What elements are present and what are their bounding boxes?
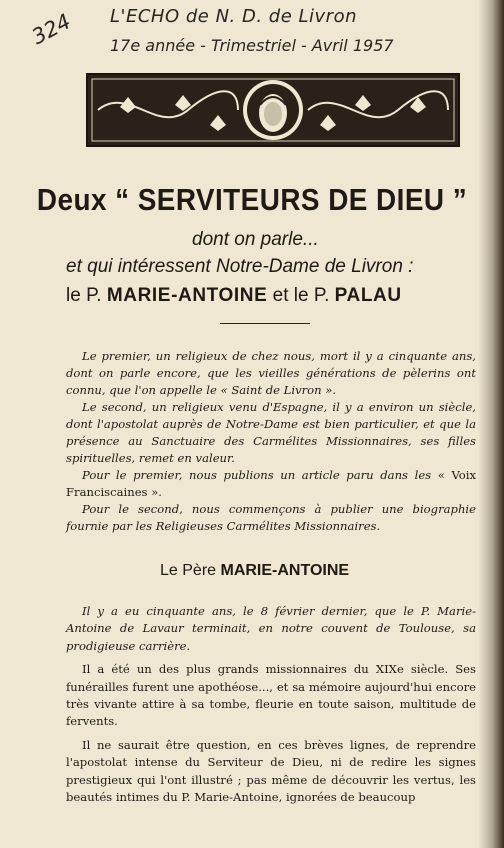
page-binding-shadow [478, 0, 504, 848]
decorative-banner [86, 73, 460, 147]
intro-text [66, 348, 476, 535]
headline-line4: le P. MARIE-ANTOINE et le P. PALAU [66, 285, 402, 306]
intro-paragraph: Pour le premier, nous publions un article paru dans les « Voix Franciscaines ». [66, 468, 476, 499]
handwritten-journal-title: L'ECHO de N. D. de Livron [110, 6, 358, 27]
headline-line3: et qui intéressent Notre-Dame de Livron : [66, 256, 414, 277]
intro-paragraph: Le premier, un religieux de chez nous, mort il y a cinquante ans, dont on parle encore, que les vieilles générations de pèlerins ont connu, que l'on appelle le « Saint de Livron ». [66, 349, 476, 397]
intro-paragraph: Pour le second, nous commençons à publier une biographie fournie par les Religieuses Carmélites Missionnaires. [66, 502, 476, 533]
body-paragraph: Il ne saurait être question, en ces brèves lignes, de reprendre l'apostolat intense du Serviteur de Dieu, ni de redire les signes prestigieux qui l'ont illustré ; pas même de découvrir les vertus, les beautés intimes du P. Marie-Antoine, ignorées de beaucoup [66, 737, 476, 805]
headline-subtitle: dont on parle... [192, 229, 319, 250]
body-paragraph: Il a été un des plus grands missionnaires du XIXe siècle. Ses funérailles furent une apothéose..., et sa mémoire aujourd'hui encore très vivante attire à sa tombe, fleurie en toute saison, multitude de fervents. [66, 662, 476, 729]
body-paragraph: Il y a eu cinquante ans, le 8 février dernier, que le P. Marie-Antoine de Lavaur terminait, en notre couvent de Toulouse, sa prodigieuse carrière. [66, 604, 476, 653]
article-body [66, 603, 476, 812]
headline-title: Deux “ SERVITEURS DE DIEU ” [36, 182, 468, 217]
handwritten-issue-info: 17e année - Trimestriel - Avril 1957 [110, 36, 394, 55]
handwritten-page-number: 324 [28, 9, 75, 50]
madonna-lilies-icon [88, 75, 458, 145]
divider [220, 323, 310, 324]
section-heading: Le Père MARIE-ANTOINE [160, 562, 350, 579]
intro-paragraph: Le second, un religieux venu d'Espagne, il y a environ un siècle, dont l'apostolat auprès de Notre-Dame est bien particulier, et que la présence au Sanctuaire des Carmélites Missionnaires, ses filles spirituelles, remet en valeur. [66, 400, 476, 465]
